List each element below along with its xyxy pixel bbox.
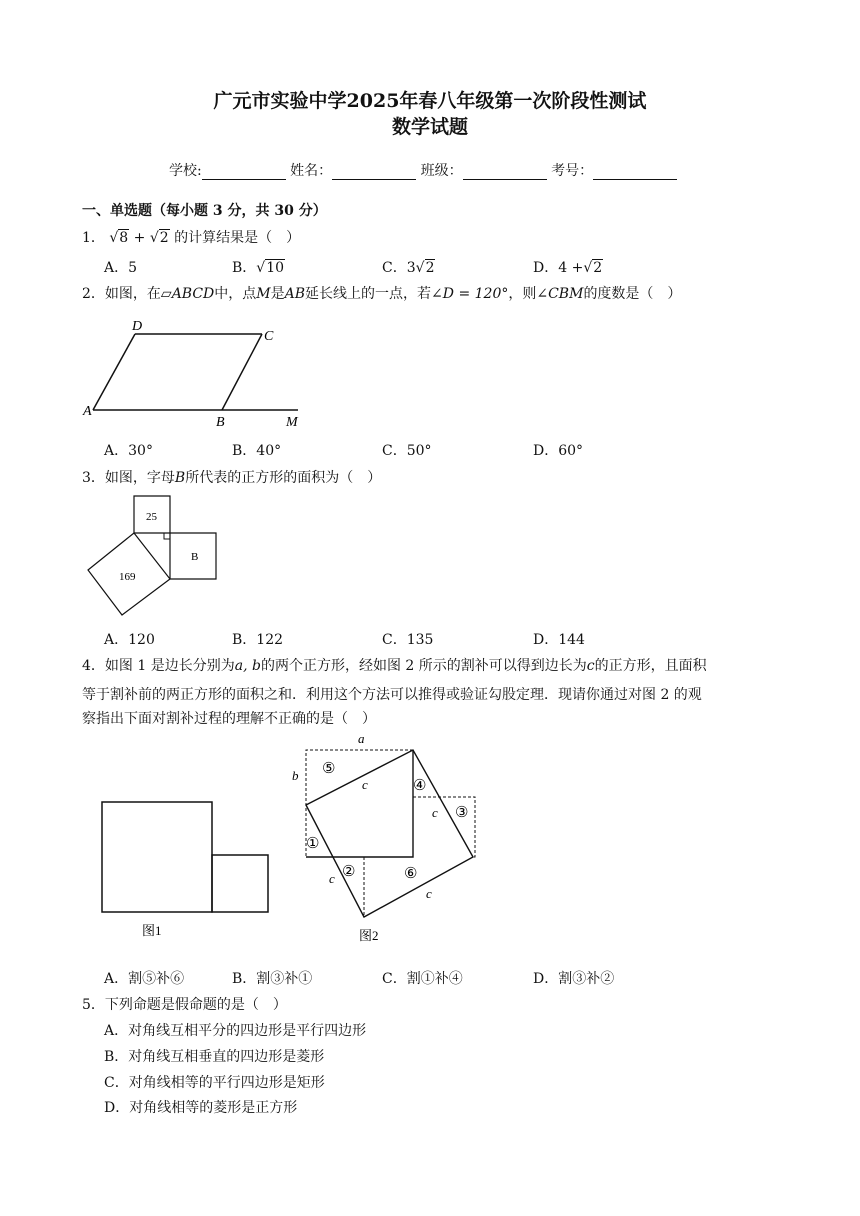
question-text: 中，点: [214, 286, 257, 302]
option-letter: B．: [232, 632, 257, 648]
exam-number-blank: [593, 165, 677, 180]
figure-2-caption: 图2: [359, 928, 379, 943]
region-2-label: ②: [342, 864, 356, 880]
option-letter: C．: [382, 971, 407, 987]
label-c-bottom: c: [426, 886, 432, 901]
page-title: 广元市实验中学2025年春八年级第一次阶段性测试: [213, 90, 647, 112]
variable-c: c: [586, 658, 595, 674]
option-text: 30°: [128, 443, 153, 459]
option-letter: A．: [104, 260, 129, 276]
option-letter: D．: [533, 260, 559, 276]
school-label: 学校:: [169, 163, 202, 179]
square-a: [102, 802, 212, 912]
label-c-right: c: [432, 805, 438, 820]
angle-cbm: ∠CBM: [536, 286, 584, 302]
question-2-stem: [82, 283, 681, 303]
class-blank: [463, 165, 547, 180]
segment-ab: AB: [284, 286, 306, 302]
label-c-top: c: [362, 777, 368, 792]
figure-1-caption: 图1: [142, 923, 162, 938]
option-letter: C．: [104, 1075, 129, 1091]
option-b[interactable]: [104, 1046, 324, 1066]
question-text: 是: [270, 286, 285, 302]
question-number: 4．: [82, 658, 105, 674]
option-letter: B．: [104, 1049, 129, 1065]
school-blank: [202, 165, 286, 180]
option-d[interactable]: [533, 257, 603, 277]
label-b: b: [292, 768, 299, 783]
option-letter: D．: [533, 443, 559, 459]
student-info-line: [169, 160, 677, 180]
figure-1: [98, 798, 274, 946]
label-d: D: [132, 319, 143, 334]
question-4-line-3: 察指出下面对割补过程的理解不正确的是（ ）: [82, 711, 376, 727]
option-letter: D．: [104, 1100, 130, 1116]
option-letter: A．: [104, 1023, 129, 1039]
option-text: 135: [406, 632, 434, 648]
class-label: 班级：: [420, 163, 463, 179]
option-text: 50°: [406, 443, 432, 459]
label-b: B: [216, 415, 225, 430]
name-label: 姓名：: [290, 163, 333, 179]
option-letter: C．: [382, 260, 407, 276]
option-prefix: 4 +: [558, 260, 584, 276]
option-b[interactable]: [232, 629, 283, 649]
sqrt-sign: √: [109, 230, 119, 246]
question-text: 的两个正方形，经如图 2 所示的割补可以得到边长为: [260, 658, 587, 674]
right-angle-mark: [164, 533, 170, 539]
option-text: 120: [128, 632, 155, 648]
region-1-label: ①: [306, 836, 320, 852]
question-text: 的计算结果是（ ）: [174, 230, 301, 246]
page-subtitle: 数学试题: [391, 116, 468, 138]
option-c[interactable]: [382, 629, 433, 649]
option-c[interactable]: [382, 968, 463, 988]
parallelogram-figure: [80, 312, 320, 434]
parallelogram-symbol: ▱ABCD: [160, 286, 215, 302]
label-c-left: c: [329, 871, 335, 886]
option-letter: C．: [382, 443, 407, 459]
radicand: 2: [593, 260, 603, 276]
option-d[interactable]: [104, 1097, 297, 1117]
sqrt-sign: √: [256, 260, 266, 276]
square-b: [212, 855, 268, 912]
label-c: C: [264, 329, 274, 344]
radicand: 8: [119, 230, 129, 246]
square-25-label: 25: [146, 511, 157, 523]
option-d[interactable]: [533, 440, 583, 460]
option-a[interactable]: [104, 968, 184, 988]
option-c[interactable]: [382, 440, 432, 460]
region-3-label: ③: [455, 805, 469, 821]
square-b-label: B: [191, 551, 199, 563]
option-b[interactable]: [232, 968, 312, 988]
sqrt-sign: √: [583, 260, 593, 276]
question-text: ，则: [508, 286, 537, 302]
coefficient: 3: [406, 260, 416, 276]
side-ad: [93, 334, 135, 410]
question-text: 如图 1 是边长分别为: [104, 658, 235, 674]
variables-ab: a, b: [234, 658, 261, 674]
name-blank: [332, 165, 416, 180]
option-text: 割③补①: [256, 971, 313, 987]
radicand: 2: [425, 260, 435, 276]
question-4-line-2: 等于割补前的两正方形的面积之和．利用这个方法可以推得或验证勾股定理．现请你通过对图 2 的观: [82, 687, 702, 703]
square-169-label: 169: [119, 571, 136, 583]
option-letter: B．: [232, 260, 257, 276]
plus-sign: +: [133, 230, 146, 246]
option-a[interactable]: [104, 629, 155, 649]
option-letter: A．: [104, 632, 129, 648]
option-d[interactable]: [533, 629, 585, 649]
sqrt-sign: √: [415, 260, 425, 276]
option-c[interactable]: [104, 1072, 325, 1092]
angle-d: ∠D = 120°: [431, 286, 509, 302]
option-text: 122: [256, 632, 284, 648]
option-letter: D．: [533, 971, 559, 987]
figure-2: [282, 728, 486, 946]
option-letter: B．: [232, 971, 257, 987]
region-4-label: ④: [413, 778, 427, 794]
option-text: 40°: [256, 443, 282, 459]
option-c[interactable]: [382, 257, 435, 277]
option-d[interactable]: [533, 968, 614, 988]
option-text: 5: [128, 260, 138, 276]
label-a: A: [83, 404, 92, 419]
option-text: 对角线互相垂直的四边形是菱形: [128, 1049, 325, 1065]
label-m: M: [286, 415, 298, 430]
option-letter: B．: [232, 443, 257, 459]
question-text: 如图，字母: [104, 470, 175, 486]
radicand: 2: [159, 230, 169, 246]
question-text: 如图，在: [104, 286, 161, 302]
option-text: 割⑤补⑥: [128, 971, 185, 987]
option-a[interactable]: [104, 1020, 366, 1040]
question-5-stem: [82, 994, 287, 1014]
option-letter: A．: [104, 971, 129, 987]
question-text: 的正方形，且面积: [594, 658, 707, 674]
question-number: 1．: [82, 230, 105, 246]
section-heading: 一、单选题（每小题 3 分，共 30 分）: [82, 203, 327, 219]
option-text: 60°: [558, 443, 584, 459]
option-b[interactable]: [232, 440, 281, 460]
label-a: a: [358, 731, 365, 746]
option-letter: C．: [382, 632, 407, 648]
point-m: M: [256, 286, 271, 302]
option-text: 对角线相等的平行四边形是矩形: [128, 1075, 325, 1091]
sqrt-sign: √: [149, 230, 159, 246]
question-text: 下列命题是假命题的是（ ）: [104, 997, 287, 1013]
question-number: 5．: [82, 997, 105, 1013]
option-a[interactable]: [104, 257, 137, 277]
option-text: 对角线相等的菱形是正方形: [129, 1100, 298, 1116]
squares-figure: [84, 492, 224, 618]
question-text: 的度数是（ ）: [583, 286, 682, 302]
option-a[interactable]: [104, 440, 153, 460]
option-letter: A．: [104, 443, 129, 459]
question-3-stem: [82, 467, 381, 487]
option-text: 144: [558, 632, 585, 648]
question-text: 所代表的正方形的面积为（ ）: [185, 470, 382, 486]
option-letter: D．: [533, 632, 559, 648]
option-text: 割③补②: [558, 971, 615, 987]
option-b[interactable]: [232, 257, 285, 277]
region-6-label: ⑥: [404, 866, 418, 882]
region-5-label: ⑤: [322, 761, 336, 777]
exam-number-label: 考号：: [551, 163, 594, 179]
option-text: 割①补④: [406, 971, 463, 987]
question-number: 3．: [82, 470, 105, 486]
question-text: 延长线上的一点，若: [305, 286, 432, 302]
radicand: 10: [266, 260, 285, 276]
question-number: 2．: [82, 286, 105, 302]
option-text: 对角线互相平分的四边形是平行四边形: [128, 1023, 367, 1039]
side-cb: [222, 334, 262, 410]
letter-b: B: [174, 470, 186, 486]
question-4-line-1: [82, 655, 707, 675]
question-1-stem: [82, 227, 300, 247]
